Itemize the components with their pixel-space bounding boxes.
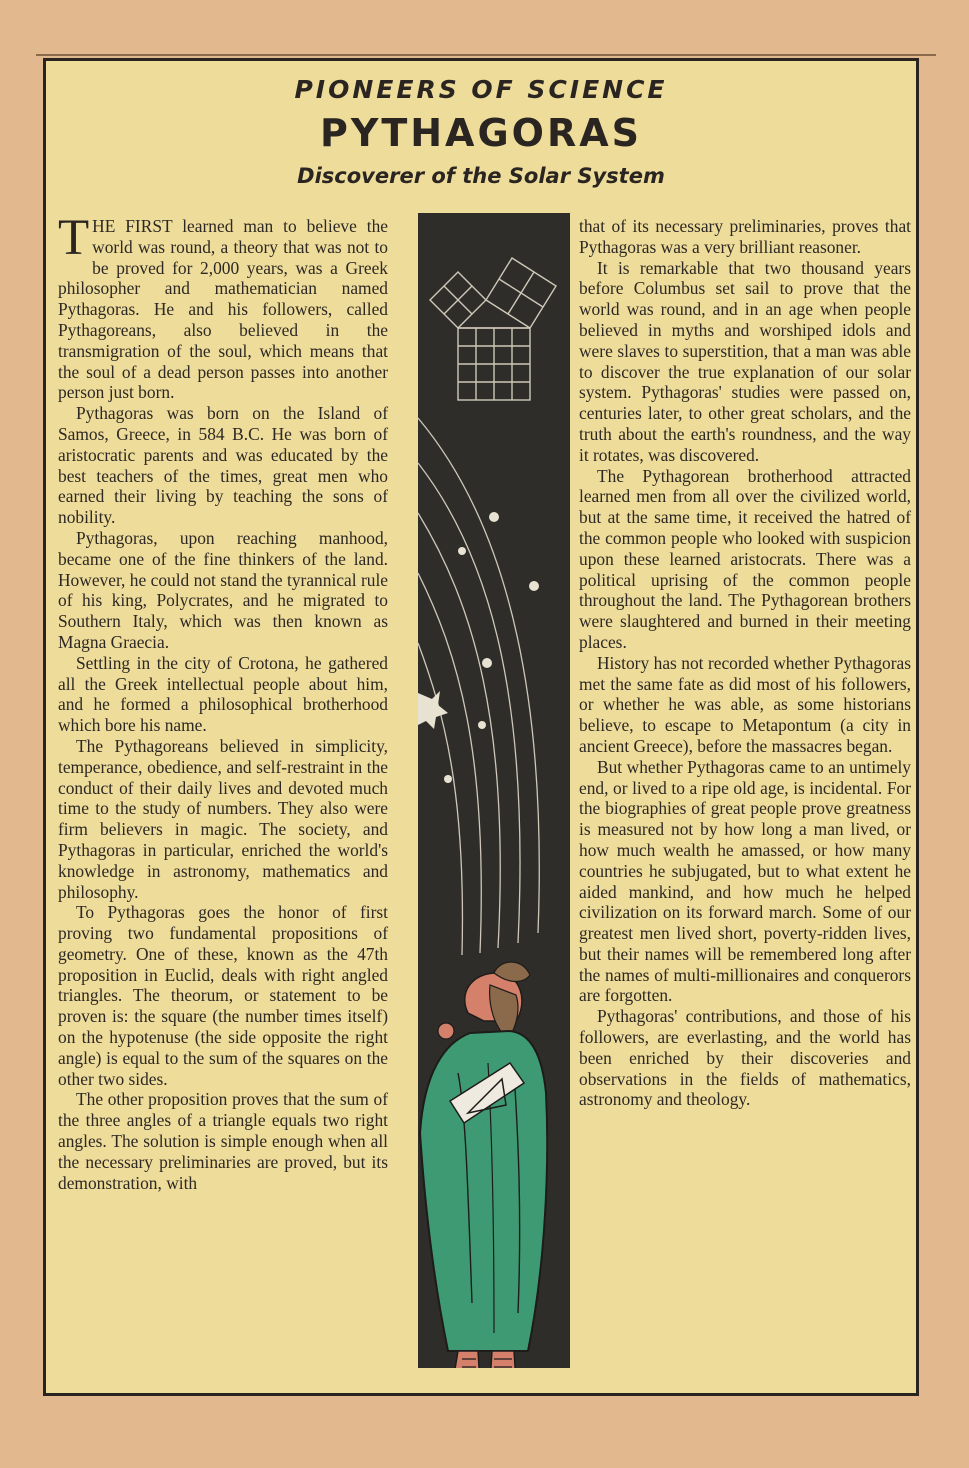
series-kicker: PIONEERS OF SCIENCE [294,75,668,104]
paragraph: The Pythagoreans believed in simplicity, temperance, obedience, and self-restraint in the conduct of their daily lives and devoted much time to the study of numbers. They also were firm believers in magic. The society, and Pythagoras in particular, enriched the world's knowledge in astronomy, mathematics and philosophy. [58,735,388,902]
pythagorean-theorem-diagram [430,258,556,400]
pythagoras-figure [420,962,547,1368]
paragraph: that of its necessary preliminaries, proves that Pythagoras was a very brilliant reasoner. [579,216,911,257]
planets [444,512,539,783]
paragraph-1-text: HE FIRST learned man to believe the world was round, a theory that was not to be proved for 2,000 years, was a Greek philosopher and mathematician named Pythagoras. He and his followers, called Pythagoreans, also believed in the transmigration of the soul, which means that the soul of a dead person passes into another person just born. [58,216,388,403]
paragraph: The other proposition proves that the sum of the three angles of a triangle equals two right angles. The solution is simple enough when all the necessary preliminaries are proved, but its demonstration, with [58,1089,388,1193]
article-panel [43,58,919,1396]
paragraph: Pythagoras' contributions, and those of his followers, are everlasting, and the world has been enriched by their discoveries and observations in the fields of mathematics, astronomy and theology. [579,1006,911,1110]
paragraph: The Pythagorean brotherhood attracted learned men from all over the civilized world, but at the same time, it received the hatred of the common people who looked with suspicion upon these learned aristocrats. There was a political uprising of the common people throughout the land. The Pythagorean brothers were slaughtered and burned in their meeting places. [579,465,911,652]
pythagoras-illustration [418,213,570,1368]
right-text-column [579,216,911,1110]
paragraph: Pythagoras was born on the Island of Samos, Greece, in 584 B.C. He was born of aristocratic parents and was educated by the best teachers of the times, great men who earned their living by teaching the sons of nobility. [58,403,388,528]
paragraph: To Pythagoras goes the honor of first proving two fundamental propositions of geometry. One of these, known as the 47th proposition in Euclid, deals with right angled triangles. The theorum, or statement to be proven is: the square (the number times itself) on the hypotenuse (the side opposite the right angle) is equal to the sum of the squares on the other two sides. [58,902,388,1089]
paragraph: It is remarkable that two thousand years before Columbus set sail to prove that the world was round, and in an age when people believed in myths and worshiped idols and were slaves to superstition, that a man was able to discover the true explanation of our solar system. Pythagoras' studies were passed on, centuries later, to other great scholars, and the truth about the earth's roundness, and the way it rotates, was discovered. [579,257,911,465]
illustration-svg [418,213,570,1368]
article-subtitle: Discoverer of the Solar System [297,164,665,188]
paragraph: History has not recorded whether Pythagoras met the same fate as did most of his followers, or whether he was able, as some historians believe, to escape to Metapontum (a city in ancient Greece), before the massacres began. [579,652,911,756]
paragraph-1 [58,210,388,403]
drop-cap: T [58,210,90,266]
paragraph: But whether Pythagoras came to an untimely end, or lived to a ripe old age, is incidental. For the biographies of great people prove greatness is measured not by how long a man lived, or how much wealth he amassed, or how many countries he subjugated, but to what extent he aided mankind, and how much he helped civilization on its forward march. Some of our greatest men lived short, poverty-ridden lives, but their names will be remembered long after the names of multi-millionaires and conquerors are forgotten. [579,756,911,1006]
paragraph: Pythagoras, upon reaching manhood, became one of the fine thinkers of the land. However, he could not stand the tyrannical rule of his king, Polycrates, and he migrated to Southern Italy, which was then known as Magna Graecia. [58,527,388,652]
left-text-column [58,210,388,1193]
paragraph: Settling in the city of Crotona, he gathered all the Greek intellectual people about him, and he formed a philosophical brotherhood which bore his name. [58,652,388,736]
sun-icon [418,691,448,729]
page-top-rule [36,54,936,56]
article-title: PYTHAGORAS [319,111,643,155]
planet-orbits [418,418,539,955]
